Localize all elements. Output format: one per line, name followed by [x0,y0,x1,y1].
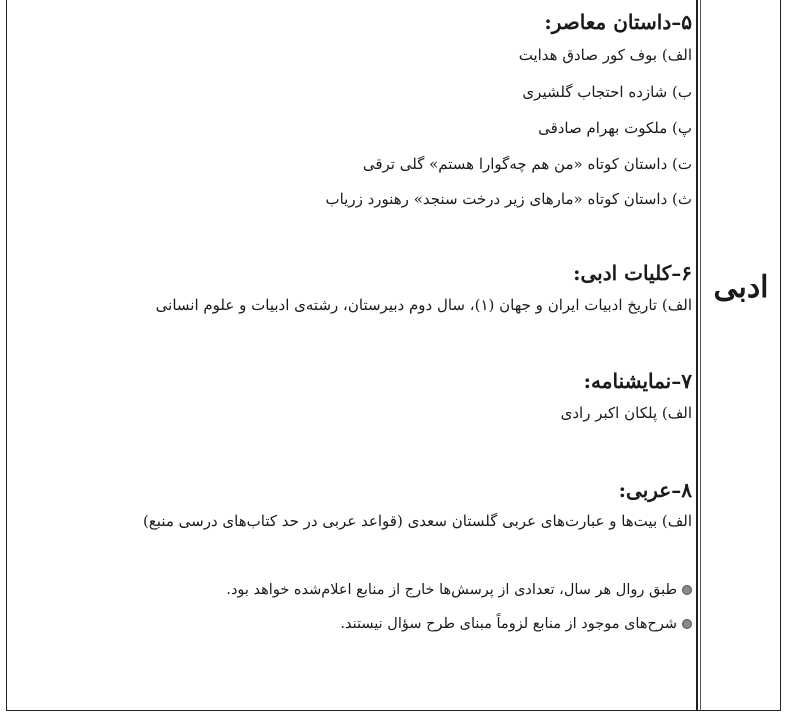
section-heading-contemporary-fiction: ۵–داستان معاصر: [544,10,692,34]
note-item [340,616,692,632]
list-item: پ) ملکوت بهرام صادقی [538,119,692,137]
section-heading-literary-generalities: ۶–کلیات ادبی: [573,261,692,285]
note-text: طبق روال هر سال، تعدادی از پرسش‌ها خارج از منابع اعلام‌شده خواهد بود. [226,582,677,598]
list-item: الف) بیت‌ها و عبارت‌های عربی گلستان سعدی (قواعد عربی در حد کتاب‌های درسی منبع) [142,512,692,530]
column-divider-inner [700,0,701,711]
column-divider [696,0,698,711]
list-item: الف) تاریخ ادبیات ایران و جهان (۱)، سال دوم دبیرستان، رشته‌ی ادبیات و علوم انسانی [155,296,692,314]
table-frame [6,0,781,711]
bullet-icon [682,585,692,595]
list-item: الف) بوف کور صادق هدایت [518,46,692,64]
bullet-icon [682,619,692,629]
note-text: شرح‌های موجود از منابع لزوماً مبنای طرح سؤال نیستند. [340,616,677,632]
list-item: ت) داستان کوتاه «من هم چه‌گوارا هستم» گلی ترقی [362,155,692,173]
list-item: ث) داستان کوتاه «مارهای زیر درخت سنجد» رهنورد زریاب [325,190,692,208]
section-heading-arabic: ۸–عربی: [618,478,692,502]
list-item: ب) شازده احتجاب گلشیری [522,83,692,101]
list-item: الف) پلکان اکبر رادی [560,404,692,422]
note-item [226,582,692,598]
section-heading-drama: ۷–نمایشنامه: [583,369,692,393]
category-label: ادبی [713,270,769,305]
